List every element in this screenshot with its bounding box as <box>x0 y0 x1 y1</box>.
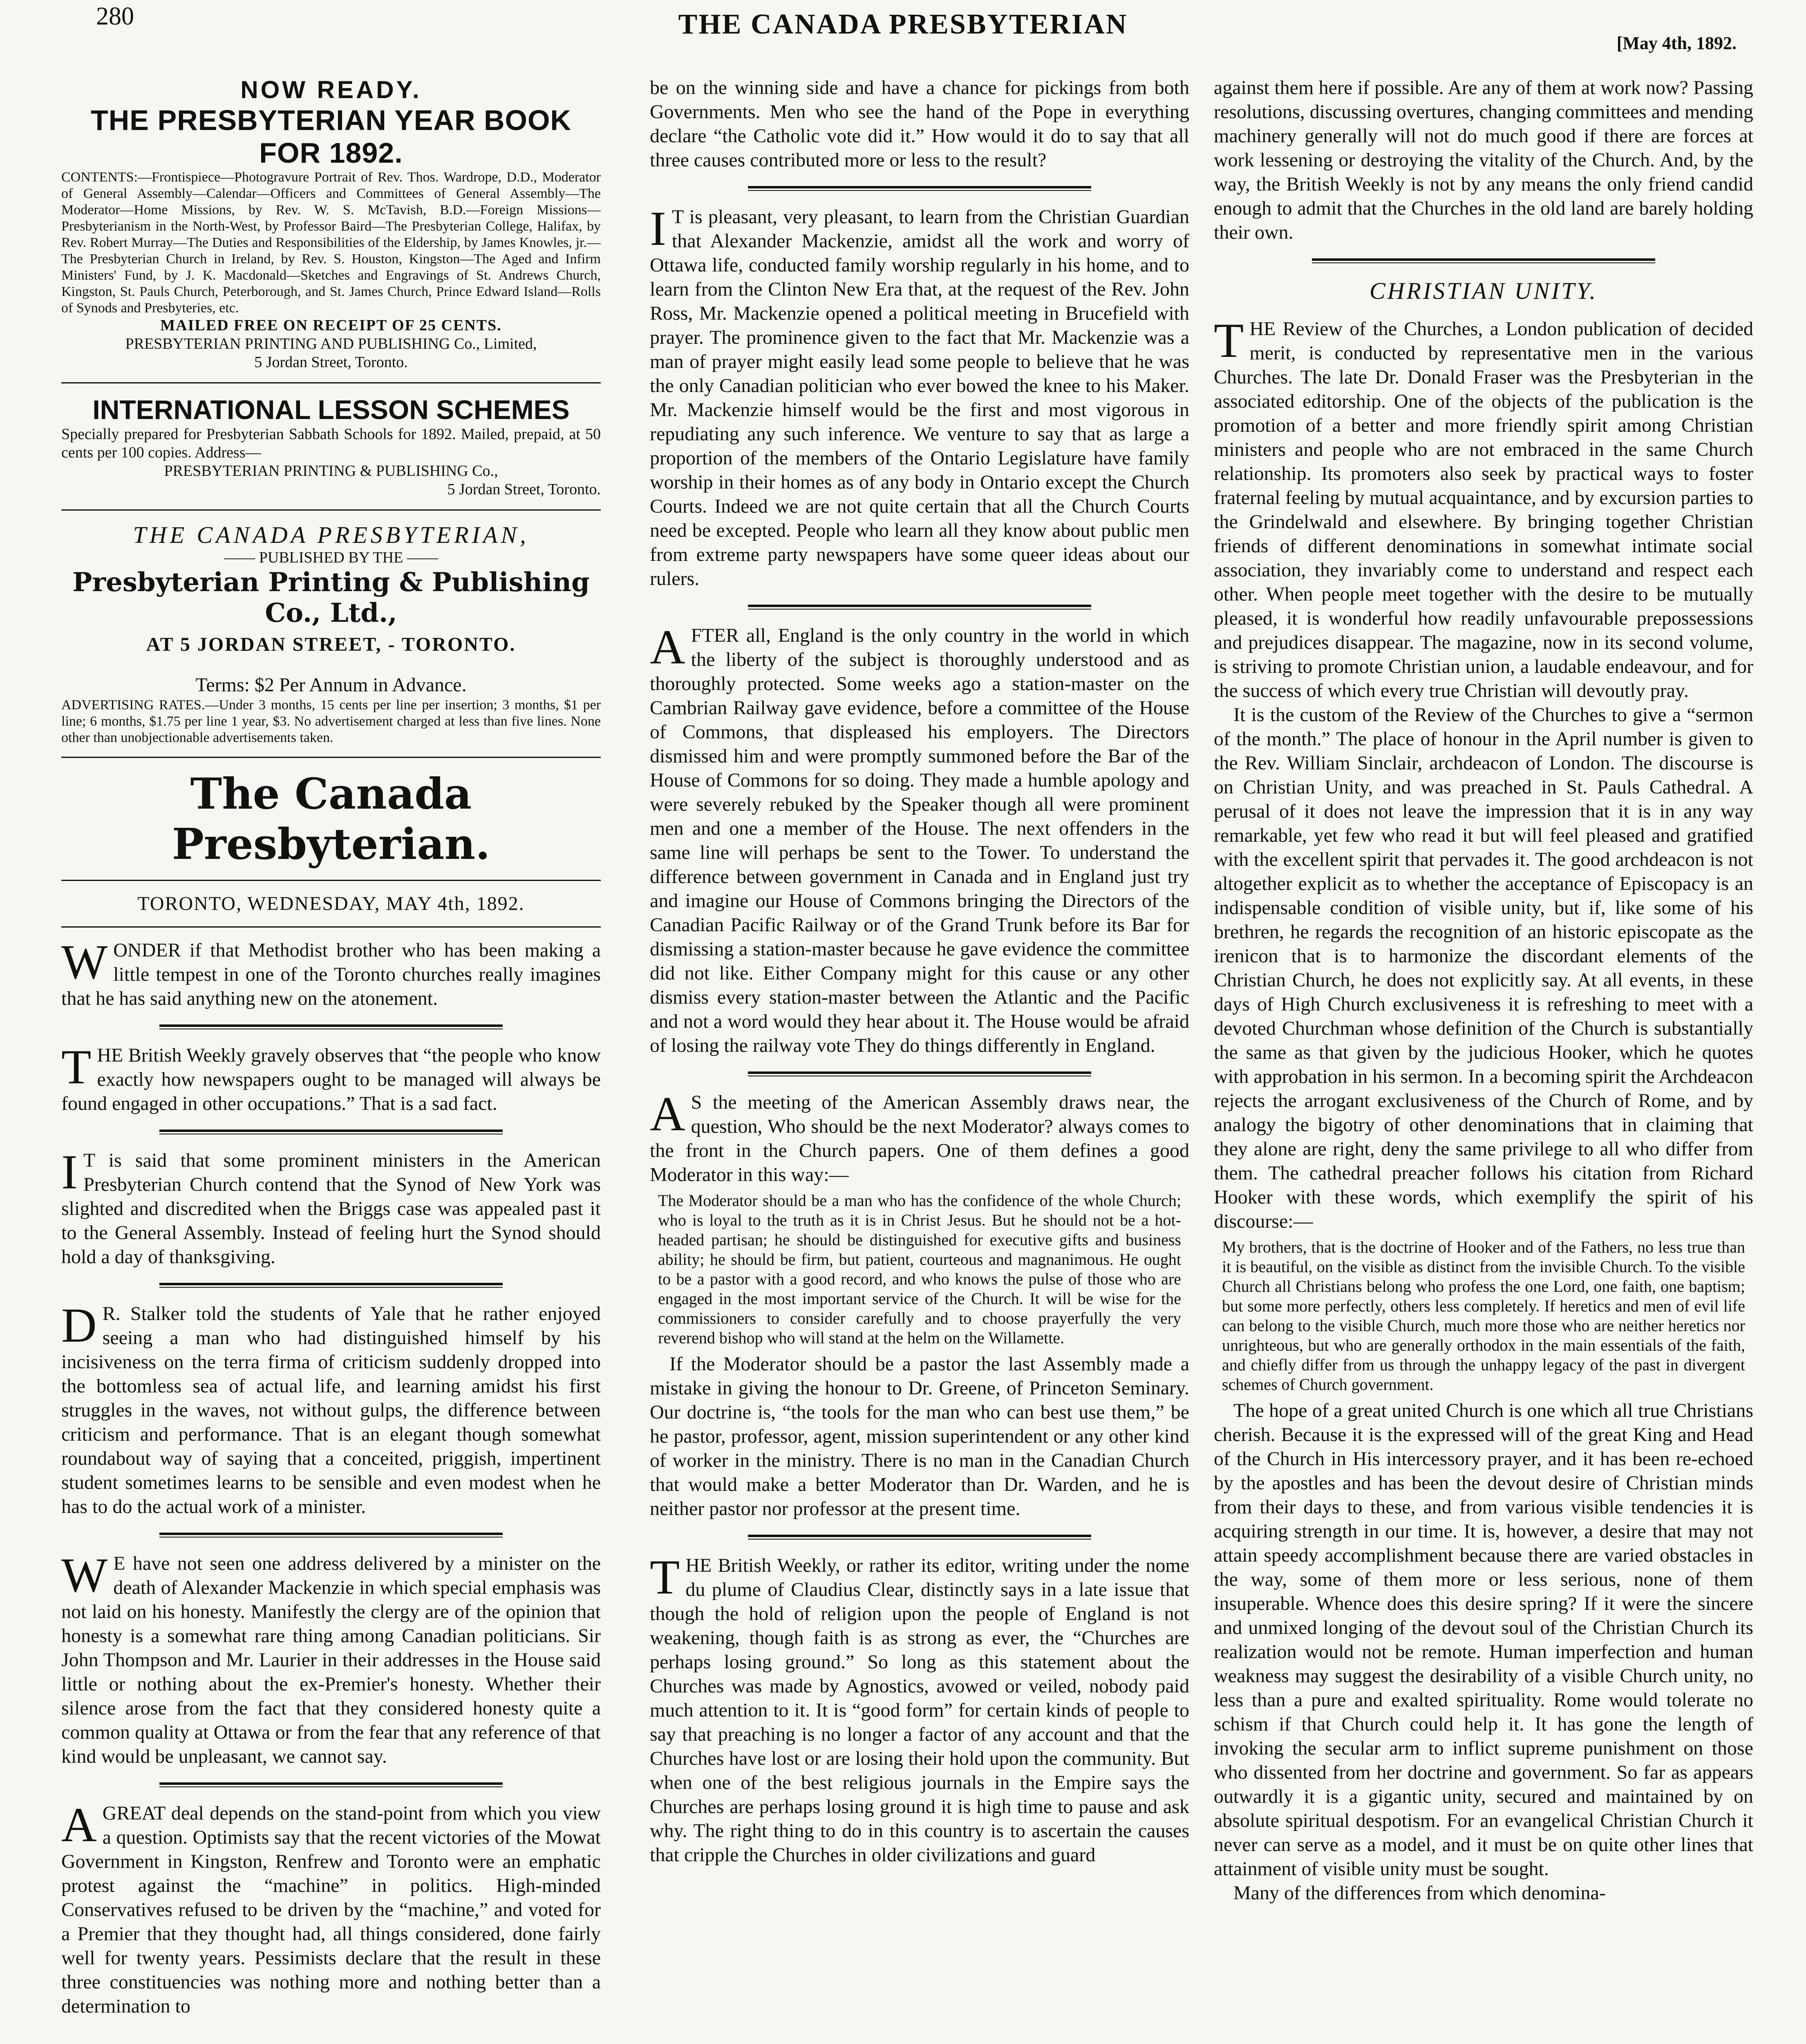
divider <box>159 1782 503 1787</box>
column-1 <box>61 76 601 2044</box>
paragraph: I T is pleasant, very pleasant, to learn from the Christian Guardian that Alexander Mackenzie, amidst all the work and worry of Ottawa life, conducted family worship regularly in his home, and to learn from the Clinton New Era that, at the request of the Rev. John Ross, Mr. Mackenzie opened a political meeting in Brucefield with prayer. The prominence given to the fact that Mr. Mackenzie was a man of prayer might easily lead some people to believe that he was the only Canadian politician who ever bowed the knee to his Maker. Mr. Mackenzie himself would be the first and most vigorous in repudiating any such inference. We venture to say that as large a proportion of the members of the Ontario Legislature have family worship in their homes as of any body in Ontario except the Church Courts. Indeed we are not quite certain that all the Church Courts need be excepted. People who learn all they know about public men from extreme party newspapers have some queer ideas about our rulers. <box>650 201 1189 589</box>
ad-yearbook-contents: CONTENTS:—Frontispiece—Photogravure Portrait of Rev. Thos. Wardrope, D.D., Moderator of General Assembly—Calendar—Officers and Committees of General Assembly—The Moderator—Home Missions, by Rev. W. S. McTavish, B.D.—Foreign Missions—Presbyterianism in the North-West, by Professor Baird—The Presbyterian College, Halifax, by Rev. Robert Murray—The Duties and Responsibilities of the Eldership, by James Knowles, jr.—The Presbyterian Church in Ireland, by Rev. S. Houston, Kingston—The Aged and Infirm Ministers' Fund, by J. K. Macdonald—Sketches and Engravings of St. Andrews Church, Kingston, St. Pauls Church, Peterborough, and St. James Church, Prince Edward Island—Rolls of Synods and Presbyteries, etc. <box>61 170 601 316</box>
paragraph: W E have not seen one address delivered by a minister on the death of Alexander Mackenzie in which special emphasis was not laid on his honesty. Manifestly the clergy are of the opinion that honesty is a somewhat rare thing among Canadian politicians. Sir John Thompson and Mr. Laurier in their addresses in the House said little or nothing about the ex-Premier's honesty. Whether their silence arose from the fact that they considered honesty quite a common quality at Ottawa or from the fear that any reference of that kind would be unpleasant, we cannot say. <box>61 1548 601 1767</box>
divider <box>159 1283 503 1288</box>
column-3 <box>1214 76 1753 2044</box>
imprint-published-by: —— PUBLISHED BY THE —— <box>224 549 438 566</box>
ad-kicker: NOW READY. <box>240 76 422 103</box>
divider <box>61 509 601 511</box>
masthead-title: The Canada Presbyterian. <box>172 769 490 869</box>
paragraph: THE British Weekly, or rather its editor, writing under the nome du plume of Claudius Clear, distinctly says in a late issue that though the hold of religion upon the people of England is not weakening, though faith is as strong as ever, the “Churches are perhaps losing ground.” So long as this statement about the Churches was made by Agnostics, avowed or veiled, nobody paid much attention to it. It is “good form” for certain kinds of people to say that preaching is no longer a factor of any account and that the Churches have lost or are losing their hold upon the community. But when one of the best religious journals in the Empire says the Churches are perhaps losing ground it is high time to pause and ask why. The right thing to do in this country is to ascertain the causes that cripple the Churches in older civilizations and guard <box>650 1550 1189 1866</box>
paragraph: I T is said that some prominent ministers in the American Presbyterian Church contend that the Synod of New York was slighted and discredited when the Briggs case was appealed past it to the General Assembly. Instead of feeling hurt the Synod should hold a day of thanksgiving. <box>61 1145 601 1268</box>
divider <box>748 605 1091 610</box>
imprint-company: Presbyterian Printing & Publishing Co., Ltd., <box>72 567 590 628</box>
issue-date: [May 4th, 1892. <box>1616 33 1737 53</box>
ad-yearbook-title: THE PRESBYTERIAN YEAR BOOK FOR 1892. <box>91 104 571 169</box>
divider <box>748 186 1091 191</box>
page-number: 280 <box>96 2 134 30</box>
divider <box>159 1130 503 1134</box>
divider <box>1312 258 1655 263</box>
ad-lesson-address: 5 Jordan Street, Toronto. <box>447 481 601 498</box>
ad-lesson-body: Specially prepared for Presbyterian Sabbath Schools for 1892. Mailed, prepaid, at 50 cents per 100 copies. Address— <box>61 426 601 461</box>
divider <box>748 1071 1091 1076</box>
paragraph: A GREAT deal depends on the stand-point from which you view a question. Optimists say that the recent victories of the Mowat Government in Kingston, Renfrew and Toronto were an emphatic protest against the “machine” in politics. High-minded Conservatives refused to be driven by the “machine,” and voted for a Premier that they thought had, all things considered, done fairly well for twenty years. Pessimists declare that the result in these three constituencies was nothing more and nothing better than a determination to <box>61 1797 601 2017</box>
paragraph: THE Review of the Churches, a London publication of decided merit, is conducted by representative men in the various Churches. The late Dr. Donald Fraser was the Presbyterian in the associated editorship. One of the objects of the publication is the promotion of a better and more friendly spirit among Christian ministers and people who are not embraced in the same Church relationship. Its promoters also seek by practical ways to foster fraternal feeling by mutual acquaintance, and by excursion parties to the Grindelwald and elsewhere. By bringing together Christian friends of different denominations in somewhat intimate social association, they invariably come to understand and respect each other. When people meet together with the desire to be mutually pleased, it is wonderful how readily unfavourable prepossessions and prejudices disappear. The magazine, now in its second volume, is striving to promote Christian union, a laudable endeavour, and for the success of which every true Christian will devoutly pray. <box>1214 313 1753 702</box>
divider <box>61 382 601 383</box>
ad-lesson-title: INTERNATIONAL LESSON SCHEMES <box>92 394 570 425</box>
hooker-quote: My brothers, that is the doctrine of Hooker and of the Fathers, no less true than it is beautiful, on the visible as distinct from the invisible Church. To the visible Church all Christians belong who profess the one Lord, one faith, one baptism; but some more perfectly, others less completely. If heretics and men of evil life can belong to the visible Church, much more those who are neither heretics nor unrighteous, but who are generally orthodox in the main essentials of the faith, and chiefly differ from us through the unhappy legacy of the past in divergent schemes of Church government. <box>1222 1238 1745 1394</box>
paragraph: WONDER if that Methodist brother who has been making a little tempest in one of the Toronto churches really imagines that he has said anything new on the atonement. <box>61 935 601 1009</box>
imprint-rates: ADVERTISING RATES.—Under 3 months, 15 cents per line per insertion; 3 months, $1 per line; 6 months, $1.75 per line 1 year, $3. No advertisement charged at less than five lines. None other than unobjectionable advertisements taken. <box>61 697 601 745</box>
paragraph: It is the custom of the Review of the Churches to give a “sermon of the month.” The place of honour in the April number is given to the Rev. William Sinclair, archdeacon of London. The discourse is on Christian Unity, and was preached in St. Pauls Cathedral. A perusal of it does not leave the impression that it is in any way remarkable, yet few who read it but will feel pleased and gratified with the excellent spirit that pervades it. The good archdeacon is not altogether explicit as to whether the acceptance of Episcopacy is an indispensable condition of visible unity, but if, like some of his brethren, he regards the recognition of an historic episcopate as the irenicon that is to harmonize the discordant elements of the Christian Church, he does not explicitly say. At all events, in these days of High Church exclusiveness it is refreshing to meet with a devoted Churchman whose definition of the Church is substantially the same as that given by the judicious Hooker, which he quotes with approbation in his sermon. In a becoming spirit the Archdeacon rejects the arrogant exclusiveness of the Church of Rome, and by analogy the bigotry of other denominations that in claiming that they alone are right, deny the same privilege to all who differ from them. The cathedral preacher follows his citation from Richard Hooker with these words, which exemplify the spirit of his discourse:— <box>1214 704 1753 1232</box>
moderator-quote: The Moderator should be a man who has the confidence of the whole Church; who is loyal to the truth as it is in Christ Jesus. But he should not be a hot-headed partisan; he should be distinguished for executive gifts and business ability; he should be firm, but patient, courteous and magnanimous. He ought to be a pastor with a good record, and who knows the pulse of those who are engaged in the most important service of the Church. It will be wise for the commissioners to consider carefully and to choose prayerfully the very reverend bishop who will stand at the helm on the Willamette. <box>658 1191 1181 1347</box>
divider <box>61 926 601 928</box>
paragraph: THE British Weekly gravely observes that “the people who know exactly how newspapers ought to be managed will always be found engaged in other occupations.” That is a sad fact. <box>61 1040 601 1114</box>
ad-address: 5 Jordan Street, Toronto. <box>254 354 408 371</box>
paragraph: be on the winning side and have a chance for pickings from both Governments. Men who see the hand of the Pope in everything declare “the Catholic vote did it.” How would it do to say that all three causes contributed more or less to the result? <box>650 77 1189 171</box>
paragraph: against them here if possible. Are any of them at work now? Passing resolutions, discussing overtures, changing committees and mending machinery generally will not do much good if there are forces at work lessening or destroying the vitality of the Church. And, by the way, the British Weekly is not by any means the only friend candid enough to admit that the Churches in the old land are barely holding their own. <box>1214 77 1753 243</box>
column-2 <box>650 76 1189 2044</box>
divider <box>159 1533 503 1537</box>
paragraph: A S the meeting of the American Assembly draws near, the question, Who should be the next Moderator? always comes to the front in the Church papers. One of them defines a good Moderator in this way:— <box>650 1087 1189 1186</box>
divider <box>159 1024 503 1029</box>
divider <box>748 1535 1091 1540</box>
section-heading: CHRISTIAN UNITY. <box>1369 278 1598 304</box>
ad-lesson-publisher: PRESBYTERIAN PRINTING & PUBLISHING Co., <box>164 462 498 480</box>
paragraph: The hope of a great united Church is one which all true Christians cherish. Because it is the expressed will of the great King and Head of the Church in His intercessory prayer, and it has been re-echoed by the apostles and has been the devout desire of Christian minds from their days to these, and from various visible tendencies it is acquiring strength in our time. It is, however, a desire that may not attain speedy accomplishment because there are varied obstacles in the way, some of them more or less serious, none of them insuperable. Whence does this desire spring? If it were the sincere and unmixed longing of the devout soul of the Christian Church its realization would not be remote. Human imperfection and human weakness may suggest the desirability of a visible Church unity, no less than a pure and exalted spirituality. Rome would tolerate no schism if that Church could help it. It has gone the length of invoking the secular arm to inflict supreme punishment on those who dissented from her doctrine and government. So far as appears outwardly it is a gigantic unity, secured and maintained by on absolute spiritual despotism. For an evangelical Christian Church it never can serve as a model, and it must be on quite other lines that attainment of visible unity must be sought. <box>1214 1400 1753 1880</box>
paragraph: If the Moderator should be a pastor the last Assembly made a mistake in giving the honour to Dr. Greene, of Princeton Seminary. Our doctrine is, “the tools for the man who can best use them,” be he pastor, professor, agent, mission superintendent or any other kind of worker in the ministry. There is no man in the Canadian Church that would make a better Moderator than Dr. Warden, and he is neither pastor nor professor at the present time. <box>650 1353 1189 1520</box>
paragraph: D R. Stalker told the students of Yale that he rather enjoyed seeing a man who had distinguished himself by his incisiveness on the terra firma of criticism suddenly dropped into the bottomless sea of actual life, and learning amidst his first struggles in the waves, not without gulps, the difference between criticism and performance. That is an elegant though somewhat roundabout way of saying that a conceited, priggish, impertinent student sometimes learns to be sensible and even modest when he has to do the actual work of a minister. <box>61 1298 601 1517</box>
ad-publisher: PRESBYTERIAN PRINTING AND PUBLISHING Co., Limited, <box>125 335 537 352</box>
imprint-title: THE CANADA PRESBYTERIAN, <box>133 522 529 548</box>
divider <box>61 880 601 881</box>
divider <box>61 757 601 758</box>
ad-mailed-free: MAILED FREE ON RECEIPT OF 25 CENTS. <box>160 317 502 334</box>
imprint-address: AT 5 JORDAN STREET, - TORONTO. <box>146 634 516 655</box>
imprint-terms: Terms: $2 Per Annum in Advance. <box>195 674 467 696</box>
dateline: TORONTO, WEDNESDAY, MAY 4th, 1892. <box>137 893 525 914</box>
paragraph: AFTER all, England is the only country in the world in which the liberty of the subject is thoroughly understood and as thoroughly protected. Some weeks ago a station-master on the Cambrian Railway gave evidence, before a committee of the House of Commons, that displeased his employers. The Directors dismissed him and were promptly summoned before the Bar of the House of Commons for so doing. They made a humble apology and were severely rebuked by the Speaker though all were prominent men and one a member of the House. The next offenders in the same line will perhaps be sent to the Tower. To understand the difference between government in Canada and in England just try and imagine our House of Commons bringing the Directors of the Canadian Pacific Railway or of the Grand Trunk before its Bar for dismissing a station-master because he gave evidence the committee did not like. Either Company might for this cause or any other dismiss every station-master between the Atlantic and the Pacific and not a word would they hear about it. The House would be afraid of losing the railway vote They do things differently in England. <box>650 620 1189 1056</box>
paragraph: Many of the differences from which denomina- <box>1233 1882 1606 1904</box>
running-title: THE CANADA PRESBYTERIAN <box>678 9 1128 40</box>
